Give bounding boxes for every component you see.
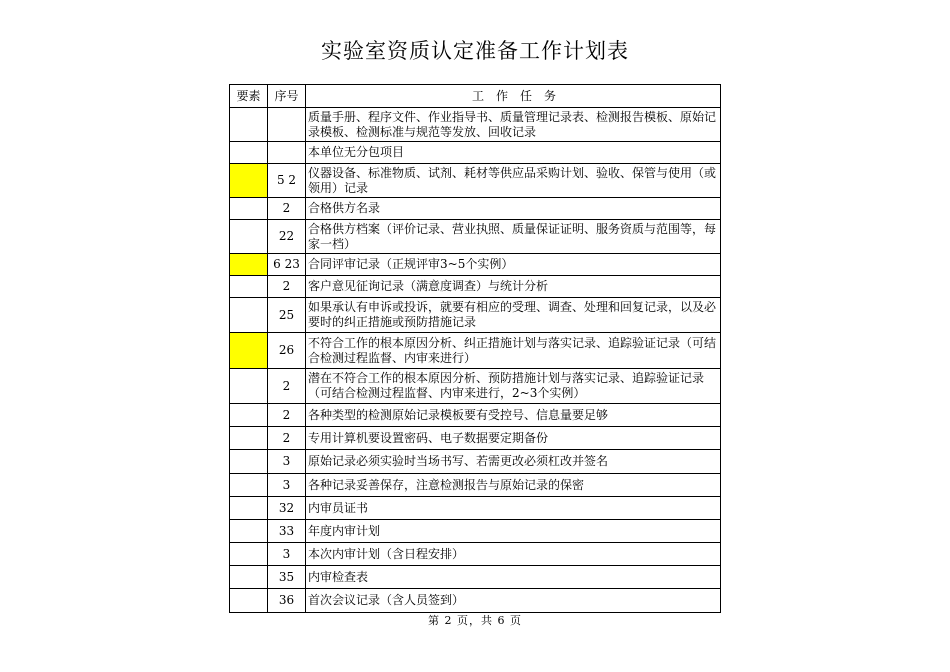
task-cell: 如果承认有申诉或投诉，就要有相应的受理、调查、处理和回复记录，以及必要时的纠正措施或预防措施记录 [306, 298, 721, 333]
task-cell: 本单位无分包项目 [306, 142, 721, 164]
element-cell [230, 497, 268, 520]
table-row [230, 497, 721, 520]
task-cell: 合同评审记录（正规评审3~5个实例） [306, 254, 721, 276]
header-element: 要素 [230, 85, 268, 108]
element-cell [230, 276, 268, 298]
task-cell: 潜在不符合工作的根本原因分析、预防措施计划与落实记录、追踪验证记录（可结合检测过程监督、内审来进行，2~3个实例） [306, 369, 721, 404]
table-row [230, 566, 721, 589]
seq-cell: 5 2 [268, 164, 306, 198]
table-row [230, 254, 721, 276]
header-task: 工 作 任 务 [306, 85, 721, 108]
task-cell: 首次会议记录（含人员签到） [306, 589, 721, 613]
element-cell [230, 164, 268, 198]
task-cell: 本次内审计划（含日程安排） [306, 543, 721, 566]
seq-cell: 36 [268, 589, 306, 613]
element-cell [230, 450, 268, 474]
table-row [230, 142, 721, 164]
element-cell [230, 427, 268, 450]
element-cell [230, 369, 268, 404]
element-cell [230, 520, 268, 543]
seq-cell: 3 [268, 543, 306, 566]
seq-cell: 25 [268, 298, 306, 333]
table-row [230, 276, 721, 298]
element-cell [230, 333, 268, 369]
seq-cell: 33 [268, 520, 306, 543]
element-cell [230, 566, 268, 589]
element-cell [230, 108, 268, 142]
task-cell: 年度内审计划 [306, 520, 721, 543]
element-cell [230, 404, 268, 427]
task-cell: 内审检查表 [306, 566, 721, 589]
seq-cell: 2 [268, 404, 306, 427]
table-row [230, 474, 721, 497]
seq-cell: 2 [268, 276, 306, 298]
seq-cell: 3 [268, 450, 306, 474]
table-row [230, 333, 721, 369]
task-cell: 质量手册、程序文件、作业指导书、质量管理记录表、检测报告模板、原始记录模板、检测标准与规范等发放、回收记录 [306, 108, 721, 142]
table-row [230, 298, 721, 333]
seq-cell: 22 [268, 220, 306, 254]
task-cell: 客户意见征询记录（满意度调查）与统计分析 [306, 276, 721, 298]
page-footer: 第 2 页，共 6 页 [428, 614, 522, 627]
table-row [230, 108, 721, 142]
seq-cell: 35 [268, 566, 306, 589]
element-cell [230, 298, 268, 333]
element-cell [230, 543, 268, 566]
seq-cell: 2 [268, 198, 306, 220]
table-header-row [230, 85, 721, 108]
task-cell: 合格供方档案（评价记录、营业执照、质量保证证明、服务资质与范围等，每家一档） [306, 220, 721, 254]
page-title: 实验室资质认定准备工作计划表 [321, 39, 629, 63]
table-row [230, 427, 721, 450]
task-cell: 各种记录妥善保存，注意检测报告与原始记录的保密 [306, 474, 721, 497]
work-plan-table [229, 84, 721, 613]
seq-cell: 3 [268, 474, 306, 497]
element-cell [230, 220, 268, 254]
table-row [230, 369, 721, 404]
element-cell [230, 198, 268, 220]
task-cell: 仪器设备、标准物质、试剂、耗材等供应品采购计划、验收、保管与使用（或领用）记录 [306, 164, 721, 198]
task-cell: 专用计算机要设置密码、电子数据要定期备份 [306, 427, 721, 450]
seq-cell: 2 [268, 369, 306, 404]
seq-cell [268, 142, 306, 164]
table-row [230, 404, 721, 427]
table-row [230, 520, 721, 543]
seq-cell: 2 [268, 427, 306, 450]
element-cell [230, 254, 268, 276]
element-cell [230, 474, 268, 497]
seq-cell: 6 23 [268, 254, 306, 276]
seq-cell [268, 108, 306, 142]
seq-cell: 32 [268, 497, 306, 520]
table-row [230, 198, 721, 220]
header-seq: 序号 [268, 85, 306, 108]
task-cell: 不符合工作的根本原因分析、纠正措施计划与落实记录、追踪验证记录（可结合检测过程监督、内审来进行） [306, 333, 721, 369]
task-cell: 各种类型的检测原始记录模板要有受控号、信息量要足够 [306, 404, 721, 427]
table-row [230, 450, 721, 474]
table-row [230, 220, 721, 254]
element-cell [230, 589, 268, 613]
table-row [230, 164, 721, 198]
element-cell [230, 142, 268, 164]
task-cell: 原始记录必须实验时当场书写、若需更改必须杠改并签名 [306, 450, 721, 474]
table-row [230, 589, 721, 613]
task-cell: 合格供方名录 [306, 198, 721, 220]
task-cell: 内审员证书 [306, 497, 721, 520]
seq-cell: 26 [268, 333, 306, 369]
table-row [230, 543, 721, 566]
